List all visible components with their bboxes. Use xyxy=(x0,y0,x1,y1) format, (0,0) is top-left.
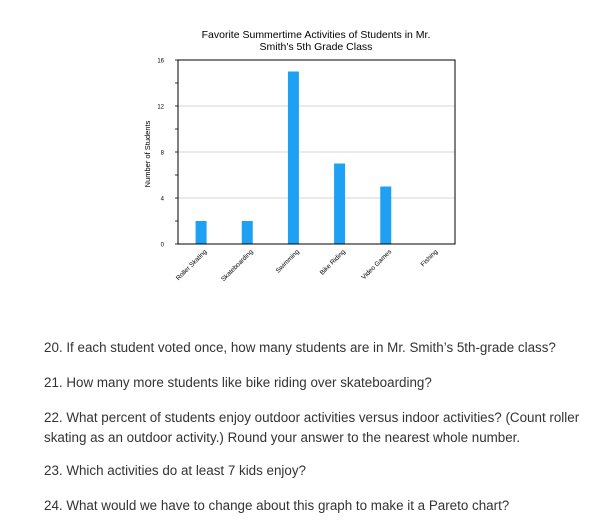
y-tick-label: 4 xyxy=(160,196,164,203)
question-20: 20. If each student voted once, how many students are in Mr. Smith’s 5th-grade class? xyxy=(44,340,556,355)
y-tick-label: 0 xyxy=(160,242,164,249)
gridlines xyxy=(178,106,455,198)
bar-swimming xyxy=(288,72,299,245)
bar-video-games xyxy=(380,187,391,245)
y-tick-labels xyxy=(157,59,178,249)
x-tick-labels xyxy=(175,248,440,283)
bar-skateboarding xyxy=(242,221,253,244)
x-tick-label: Fishing xyxy=(419,248,440,269)
x-tick-label: Bike Riding xyxy=(318,248,347,277)
chart-title-line-2: Smith's 5th Grade Class xyxy=(259,41,373,53)
question-21: 21. How many more students like bike riding over skateboarding? xyxy=(44,375,432,390)
y-tick-label: 16 xyxy=(157,58,164,65)
x-tick-label: Swimming xyxy=(274,248,301,275)
y-tick-label: 12 xyxy=(157,104,164,111)
x-tick-label: Skateboarding xyxy=(220,248,255,284)
bars xyxy=(196,72,392,245)
question-23: 23. Which activities do at least 7 kids enjoy? xyxy=(44,463,306,478)
y-axis-label: Number of Students xyxy=(143,120,152,188)
question-24: 24. What would we have to change about this graph to make it a Pareto chart? xyxy=(44,498,510,513)
chart-title-line-1: Favorite Summertime Activities of Students in Mr. xyxy=(201,29,431,41)
y-tick-label: 8 xyxy=(160,150,164,157)
x-tick-label: Roller Skating xyxy=(174,248,209,283)
bar-bike-riding xyxy=(334,164,345,245)
bar-roller-skating xyxy=(196,221,207,244)
x-tick-label: Video Games xyxy=(360,248,394,282)
question-22: 22. What percent of students enjoy outdoor activities versus indoor activities? (Count roller skating as an outdoor activity.) Round your answer to the nearest whole number. xyxy=(44,410,580,445)
